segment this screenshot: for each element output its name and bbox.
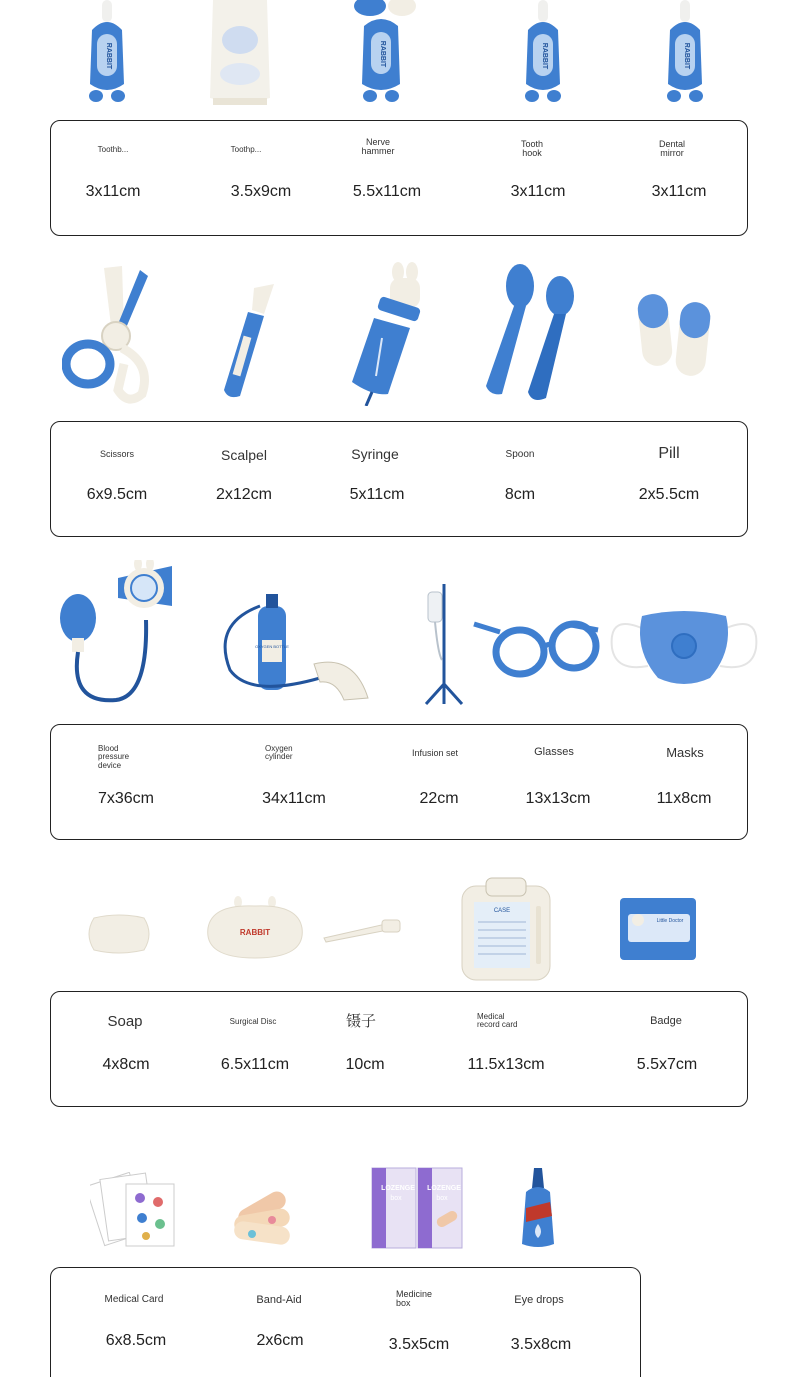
case-text: CASE (493, 908, 511, 914)
eye-drops-image (518, 1168, 558, 1250)
item-name: Blood pressure device (98, 744, 130, 770)
item-size: 6x9.5cm (86, 486, 148, 503)
item-name: Dental mirror (658, 139, 685, 159)
item-size: 7x36cm (97, 790, 155, 807)
dental-mirror-image (656, 0, 714, 106)
row-2-card (50, 421, 748, 537)
item-size: 8cm (504, 486, 536, 503)
rabbit-text: RABBIT (239, 928, 271, 937)
item-size: 11x8cm (656, 790, 712, 807)
row-3-card (50, 724, 748, 840)
item-name: Nerve hammer (361, 137, 395, 157)
item-size: 5.5x7cm (636, 1056, 698, 1073)
item-name: Spoon (505, 449, 535, 460)
surgical-disc-image (202, 894, 308, 962)
item-size: 13x13cm (525, 790, 591, 807)
toothpaste-image (207, 0, 273, 106)
item-name: Scissors (99, 449, 135, 459)
mask-image (606, 606, 762, 690)
glasses-image (470, 606, 602, 690)
item-name: Syringe (351, 446, 399, 462)
item-size: 3.5x9cm (230, 183, 292, 200)
item-size: 3.5x5cm (388, 1336, 450, 1353)
rabbit-text: RABBIT (379, 40, 386, 68)
item-size: 5.5x11cm (352, 183, 422, 200)
item-name: Surgical Disc (229, 1017, 277, 1026)
medicine-box-image (370, 1164, 466, 1250)
item-name: Infusion set (411, 748, 459, 758)
rabbit-text: RABBIT (105, 42, 112, 70)
item-name: Medicine box (396, 1289, 433, 1309)
syringe-image (344, 262, 426, 406)
oxygen-cylinder-image (220, 590, 372, 706)
lozenge-text: LOZENGE (427, 1185, 461, 1192)
item-size: 4x8cm (102, 1056, 150, 1073)
item-name: Medical record card (477, 1012, 518, 1030)
item-size: 2x12cm (215, 486, 273, 503)
box-text: box (436, 1195, 448, 1202)
little-doctor-text: Little Doctor (656, 918, 684, 924)
medical-record-card-image (458, 876, 554, 982)
box-text: box (390, 1195, 402, 1202)
tooth-hook-image (514, 0, 572, 106)
oxygen-bottle-text: OXYGEN BOTTLE (255, 644, 289, 649)
infusion-set-image (420, 584, 470, 706)
scalpel-image (218, 284, 278, 402)
item-size: 11.5x13cm (467, 1056, 545, 1073)
item-name: Tooth hook (520, 139, 544, 159)
item-size: 3.5x8cm (510, 1336, 572, 1353)
scissors-image (62, 264, 158, 406)
item-name: Band-Aid (256, 1294, 302, 1306)
item-size: 3x11cm (651, 183, 707, 200)
item-size: 3x11cm (510, 183, 566, 200)
item-size: 2x5.5cm (638, 486, 700, 503)
pill-image (634, 290, 720, 380)
item-name: Toothb... (97, 145, 129, 154)
item-name: Pill (658, 445, 680, 462)
item-size: 34x11cm (262, 790, 326, 807)
item-size: 2x6cm (256, 1332, 304, 1349)
item-size: 22cm (419, 790, 459, 807)
band-aid-image (228, 1190, 296, 1250)
item-size: 6.5x11cm (220, 1056, 290, 1073)
tweezers-image (322, 916, 402, 944)
badge-image (618, 896, 698, 962)
item-name: Soap (107, 1013, 143, 1030)
item-size: 5x11cm (349, 486, 405, 503)
rabbit-text: RABBIT (683, 42, 690, 70)
item-name: Eye drops (514, 1294, 564, 1306)
item-size: 6x8.5cm (105, 1332, 167, 1349)
medical-card-image (90, 1172, 178, 1250)
blood-pressure-device-image (56, 560, 174, 706)
toothbrush-image (78, 0, 136, 106)
lozenge-text: LOZENGE (381, 1185, 415, 1192)
item-name: Oxygen cylinder (265, 744, 293, 762)
item-size: 3x11cm (85, 183, 141, 200)
item-name: Masks (666, 745, 704, 760)
soap-image (84, 912, 154, 956)
rabbit-text: RABBIT (541, 42, 548, 70)
item-name: Badge (650, 1015, 682, 1027)
row-4-card (50, 991, 748, 1107)
nerve-hammer-image (350, 0, 422, 106)
item-name: Toothp... (230, 145, 262, 154)
item-name: Scalpel (221, 447, 267, 463)
item-name: 镊子 (345, 1013, 377, 1030)
item-name: Medical Card (104, 1294, 164, 1305)
spoon-image (480, 262, 580, 406)
item-size: 10cm (345, 1056, 385, 1073)
item-name: Glasses (534, 746, 574, 758)
